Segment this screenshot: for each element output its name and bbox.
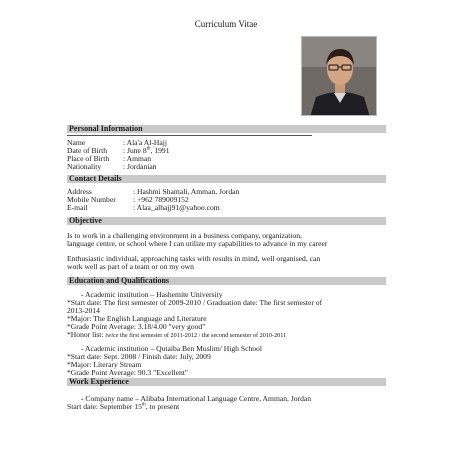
objective-text: work well as part of a team or on my own: [67, 262, 194, 271]
personal-nationality-row: [67, 162, 157, 171]
address-label: Address: [67, 187, 92, 196]
education-detail: *Major: Literary Stream: [67, 360, 142, 369]
person-portrait-icon: [302, 37, 377, 116]
mobile-label: Mobile Number: [67, 195, 116, 204]
section-header-personal: Personal Information: [67, 125, 386, 133]
work-start-date-suffix: th: [141, 402, 146, 408]
document-title: Curriculum Vitae: [194, 19, 258, 29]
work-entry-title: - Company name – Alibaba International Language Centre, Amman, Jordan: [81, 394, 312, 403]
education-detail: *Major: The English Language and Literature: [67, 314, 207, 323]
email-value: : Alaa_alhajj91@yahoo.com: [133, 203, 220, 212]
education-detail: *Grade Point Average: 3.18/4.00 "very good": [67, 322, 206, 331]
work-start-date-main: Start date: September 15: [67, 402, 142, 411]
section-header-objective: Objective: [67, 217, 386, 225]
work-start-date: [67, 403, 179, 411]
section-divider: [67, 135, 312, 136]
work-start-date-end: , to present: [145, 402, 180, 411]
dob-value-suffix: th: [146, 146, 151, 152]
name-value: : Ala'a Al-Hajj: [123, 138, 167, 147]
email-label: E-mail: [67, 203, 88, 212]
address-value: : Hashmi Shamali, Amman, Jordan: [133, 187, 240, 196]
section-header-work: Work Experience: [67, 378, 386, 386]
dob-value-year: , 1991: [150, 146, 170, 155]
pob-value: : Amman: [123, 154, 152, 163]
objective-text: Enthusiastic individual, approaching tasks with results in mind, well organised, can: [67, 254, 321, 263]
profile-photo: [301, 36, 377, 116]
education-detail: *Start date: Sept. 2008 / Finish date: July, 2009: [67, 352, 211, 361]
contact-email-row: [67, 203, 220, 212]
honor-detail: the first semester of 2011-2012 / the second semester of 2010-2011: [118, 332, 287, 339]
education-entry-title: - Academic institution – Qutaiba Ben Muslim/ High School: [81, 344, 262, 353]
nationality-value: : Jordanian: [123, 162, 157, 171]
education-honor-row: [67, 331, 286, 340]
dob-value-main: : June 8: [123, 146, 147, 155]
dob-label: Date of Birth: [67, 146, 108, 155]
objective-text: Is to work in a challenging environment in a business company, organization,: [67, 231, 302, 240]
section-header-education: Education and Qualifications: [67, 277, 386, 285]
name-label: Name: [67, 138, 86, 147]
section-header-contact: Contact Details: [67, 175, 386, 183]
education-entry-title: - Academic institution – Hashemite University: [81, 290, 223, 299]
education-detail: *Start date: The first semester of 2009-2010 / Graduation date: The first semester of: [67, 298, 323, 307]
pob-label: Place of Birth: [67, 154, 110, 163]
education-detail: *Grade Point Average: 90.3 "Excellent": [67, 368, 188, 377]
honor-count: twice: [105, 332, 119, 339]
objective-text: language centre, or school where I can utilize my capabilities to advance in my career: [67, 239, 328, 248]
education-detail: 2013-2014: [67, 306, 100, 315]
honor-label: *Honor list:: [67, 330, 106, 339]
mobile-value: : +962 789009152: [133, 195, 189, 204]
nationality-label: Nationality: [67, 162, 102, 171]
